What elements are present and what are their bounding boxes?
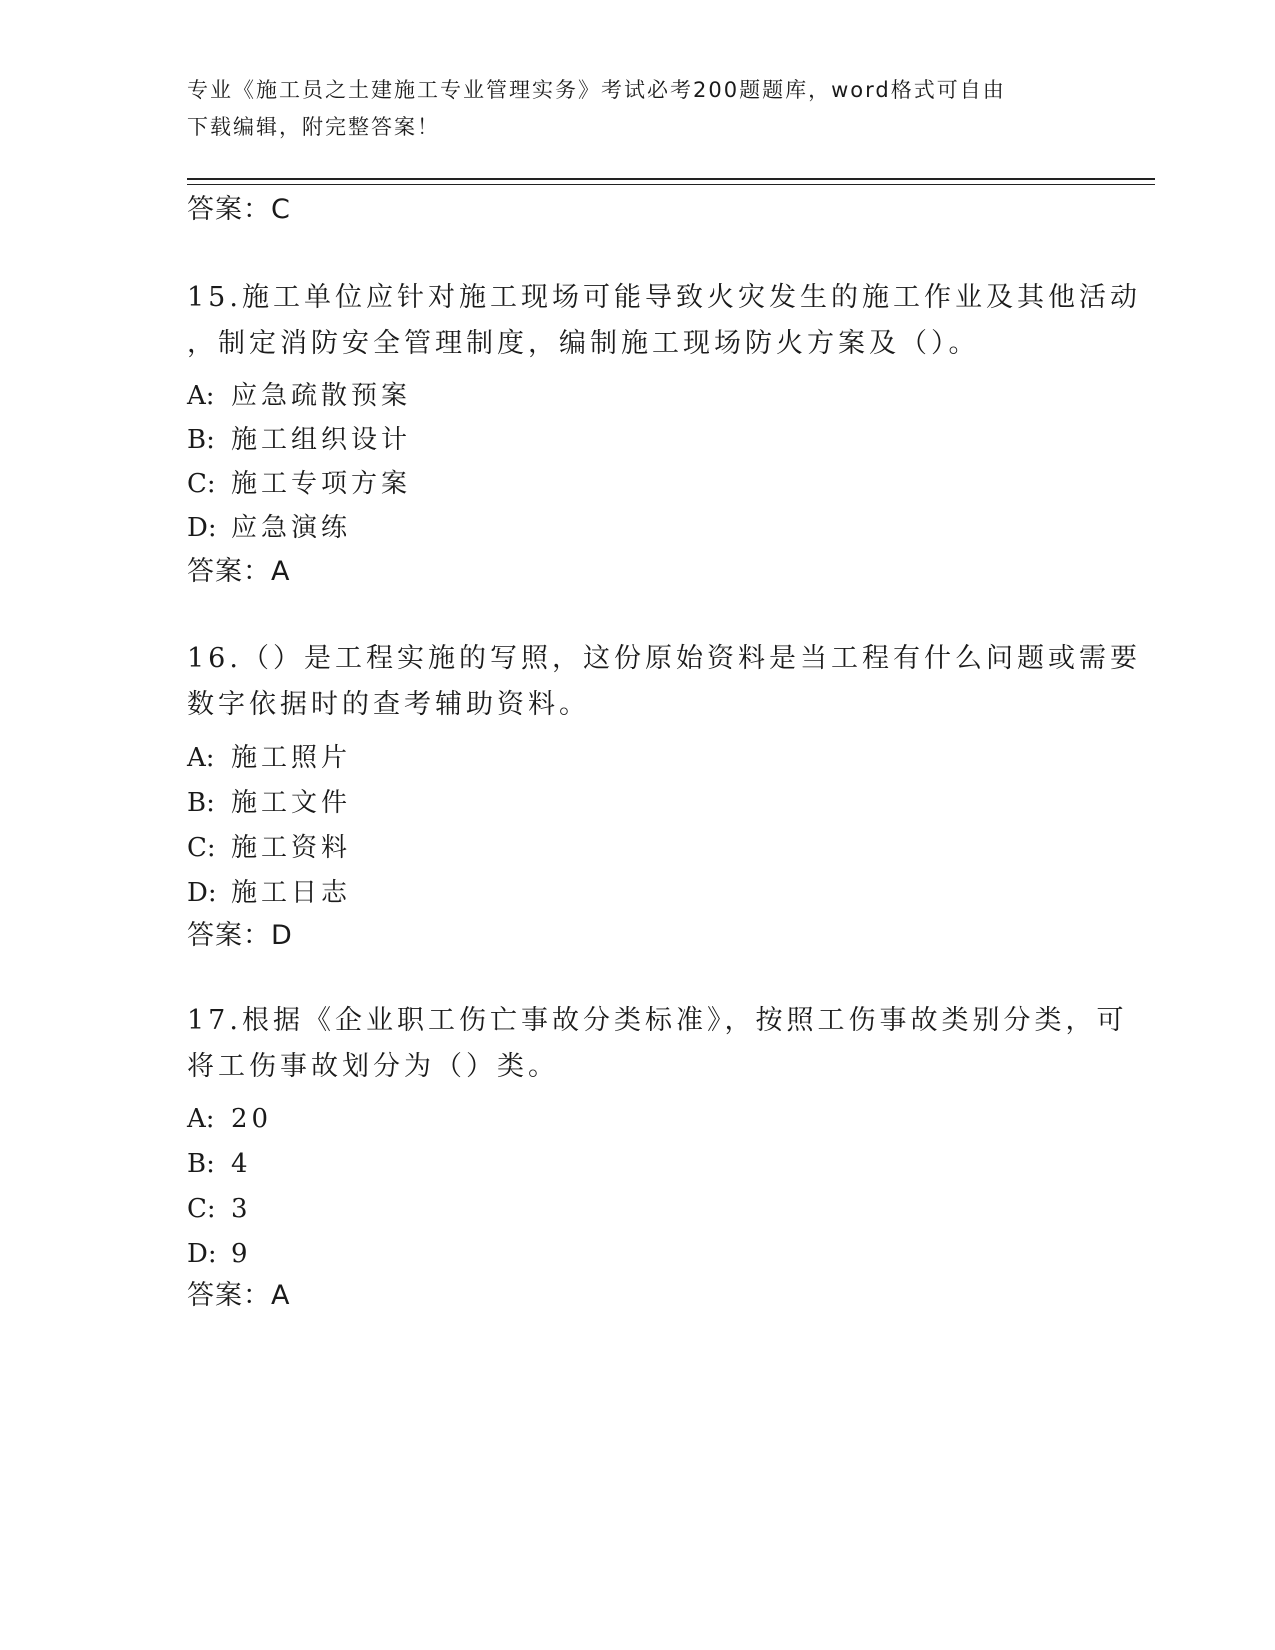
option-a: A: 应急疏散预案 [187,381,412,411]
question-text-line: 15.施工单位应针对施工现场可能导致火灾发生的施工作业及其他活动 [187,282,1141,313]
option-d: D: 9 [187,1239,252,1269]
document-header [187,72,1087,146]
option-c: C: 施工资料 [187,833,352,863]
header-divider-thin [187,184,1155,185]
question-text-line: 将工伤事故划分为（）类。 [187,1051,559,1082]
answer-15: 答案：A [187,556,291,587]
option-c: C: 施工专项方案 [187,469,412,499]
header-line-2: 下载编辑，附完整答案！ [187,115,440,139]
question-text-line: 16.（）是工程实施的写照，这份原始资料是当工程有什么问题或需要 [187,643,1141,674]
answer-17: 答案：A [187,1280,291,1311]
previous-answer: 答案：C [187,194,291,225]
question-15 [187,275,1141,367]
option-a: A: 20 [187,1104,273,1134]
option-a: A: 施工照片 [187,743,352,773]
answer-16: 答案：D [187,920,293,951]
header-divider-thick [187,178,1155,180]
option-d: D: 施工日志 [187,878,352,908]
question-text-line: 数字依据时的查考辅助资料。 [187,689,590,720]
question-text-line: ，制定消防安全管理制度，编制施工现场防火方案及（）。 [187,328,980,359]
question-17 [187,998,1128,1090]
question-16 [187,636,1141,728]
option-c: C: 3 [187,1194,252,1224]
option-b: B: 4 [187,1149,252,1179]
question-text-line: 17.根据《企业职工伤亡事故分类标准》，按照工伤事故类别分类，可 [187,1005,1128,1036]
option-d: D: 应急演练 [187,513,352,543]
header-line-1: 专业《施工员之土建施工专业管理实务》考试必考200题题库，word格式可自由 [187,78,1006,102]
option-b: B: 施工组织设计 [187,425,412,455]
option-b: B: 施工文件 [187,788,352,818]
